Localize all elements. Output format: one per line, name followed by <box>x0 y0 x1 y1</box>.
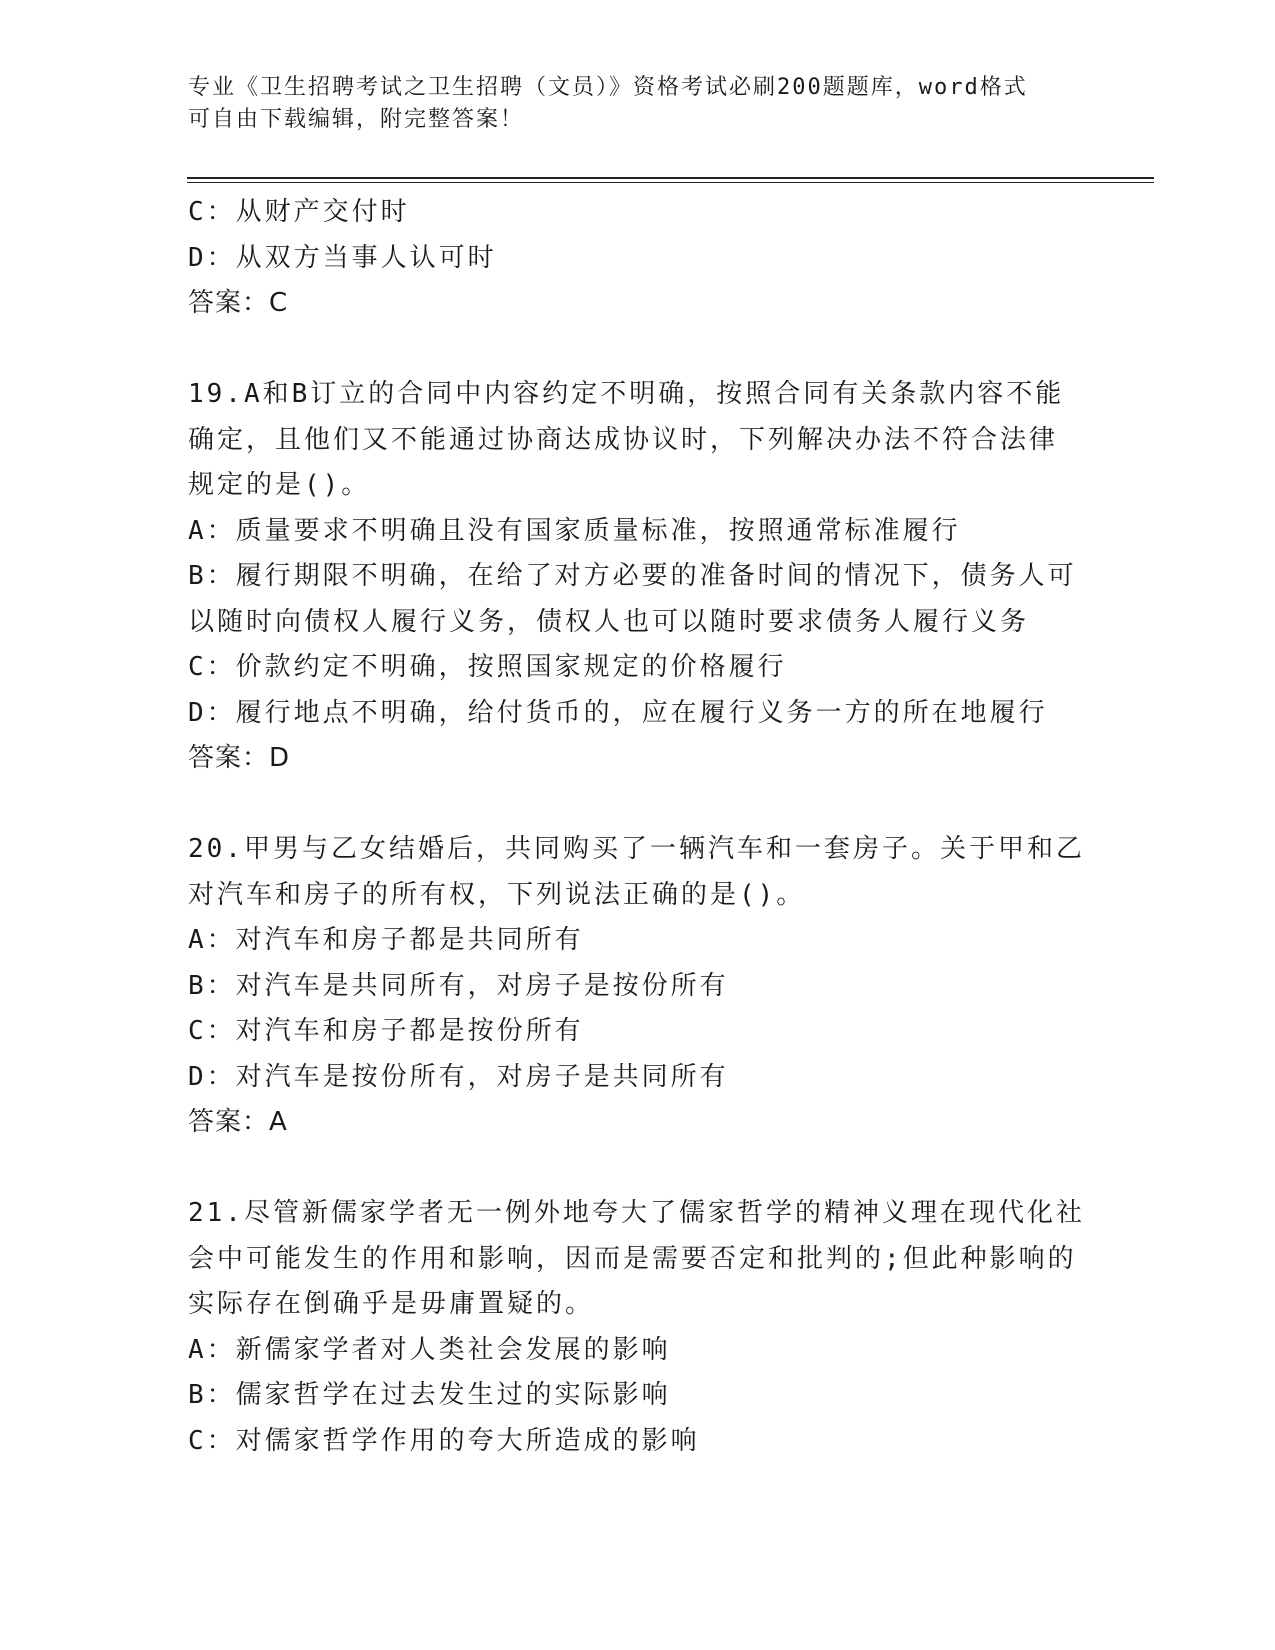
header-rule-thick <box>187 177 1154 179</box>
q20-option-a: A：对汽车和房子都是共同所有 <box>188 925 584 955</box>
spacer <box>188 1146 1088 1192</box>
q21-stem-line-3: 实际存在倒确乎是毋庸置疑的。 <box>188 1289 595 1319</box>
page-header <box>188 72 1068 136</box>
q20-stem-line-1: 20.甲男与乙女结婚后，共同购买了一辆汽车和一套房子。关于甲和乙 <box>188 834 1085 864</box>
q19-stem-line-3: 规定的是()。 <box>188 470 371 500</box>
q21-stem-line-1: 21.尽管新儒家学者无一例外地夸大了儒家哲学的精神义理在现代化社 <box>188 1198 1085 1228</box>
q19-stem-line-1: 19.A和B订立的合同中内容约定不明确，按照合同有关条款内容不能 <box>188 379 1065 409</box>
q19-answer: 答案：D <box>188 743 291 773</box>
q19-option-b-line-1: B：履行期限不明确，在给了对方必要的准备时间的情况下，债务人可 <box>188 561 1077 591</box>
q20-option-d: D：对汽车是按份所有，对房子是共同所有 <box>188 1061 729 1092</box>
q20-option-b: B：对汽车是共同所有，对房子是按份所有 <box>188 970 729 1001</box>
q21-option-a: A：新儒家学者对人类社会发展的影响 <box>188 1334 671 1365</box>
q21-option-b: B：儒家哲学在过去发生过的实际影响 <box>188 1380 671 1410</box>
q21-option-c: C：对儒家哲学作用的夸大所造成的影响 <box>188 1425 700 1456</box>
q19-option-d: D：履行地点不明确，给付货币的，应在履行义务一方的所在地履行 <box>188 697 1048 728</box>
q19-option-b-line-2: 以随时向债权人履行义务，债权人也可以随时要求债务人履行义务 <box>188 606 1030 637</box>
header-line-1: 专业《卫生招聘考试之卫生招聘（文员）》资格考试必刷200题题库，word格式 <box>188 75 1028 100</box>
spacer <box>188 782 1088 828</box>
q18-option-d: D：从双方当事人认可时 <box>188 242 497 273</box>
question-19 <box>188 372 1088 782</box>
q20-stem-line-2: 对汽车和房子的所有权，下列说法正确的是()。 <box>188 879 806 910</box>
q20-option-c: C：对汽车和房子都是按份所有 <box>188 1016 584 1046</box>
q18-answer: 答案：C <box>188 288 289 318</box>
header-rule-thin <box>187 182 1154 183</box>
q20-answer: 答案：A <box>188 1107 288 1137</box>
header-line-2: 可自由下载编辑，附完整答案！ <box>188 107 525 132</box>
q18-option-c: C：从财产交付时 <box>188 197 410 227</box>
question-20 <box>188 827 1088 1146</box>
question-18-tail <box>188 190 1088 327</box>
q21-stem-line-2: 会中可能发生的作用和影响，因而是需要否定和批判的;但此种影响的 <box>188 1243 1077 1274</box>
q19-option-c: C：价款约定不明确，按照国家规定的价格履行 <box>188 652 787 682</box>
spacer <box>188 327 1088 373</box>
q19-stem-line-2: 确定，且他们又不能通过协商达成协议时，下列解决办法不符合法律 <box>188 424 1059 455</box>
question-21 <box>188 1191 1088 1464</box>
q19-option-a: A：质量要求不明确且没有国家质量标准，按照通常标准履行 <box>188 515 961 546</box>
question-content <box>188 190 1088 1464</box>
